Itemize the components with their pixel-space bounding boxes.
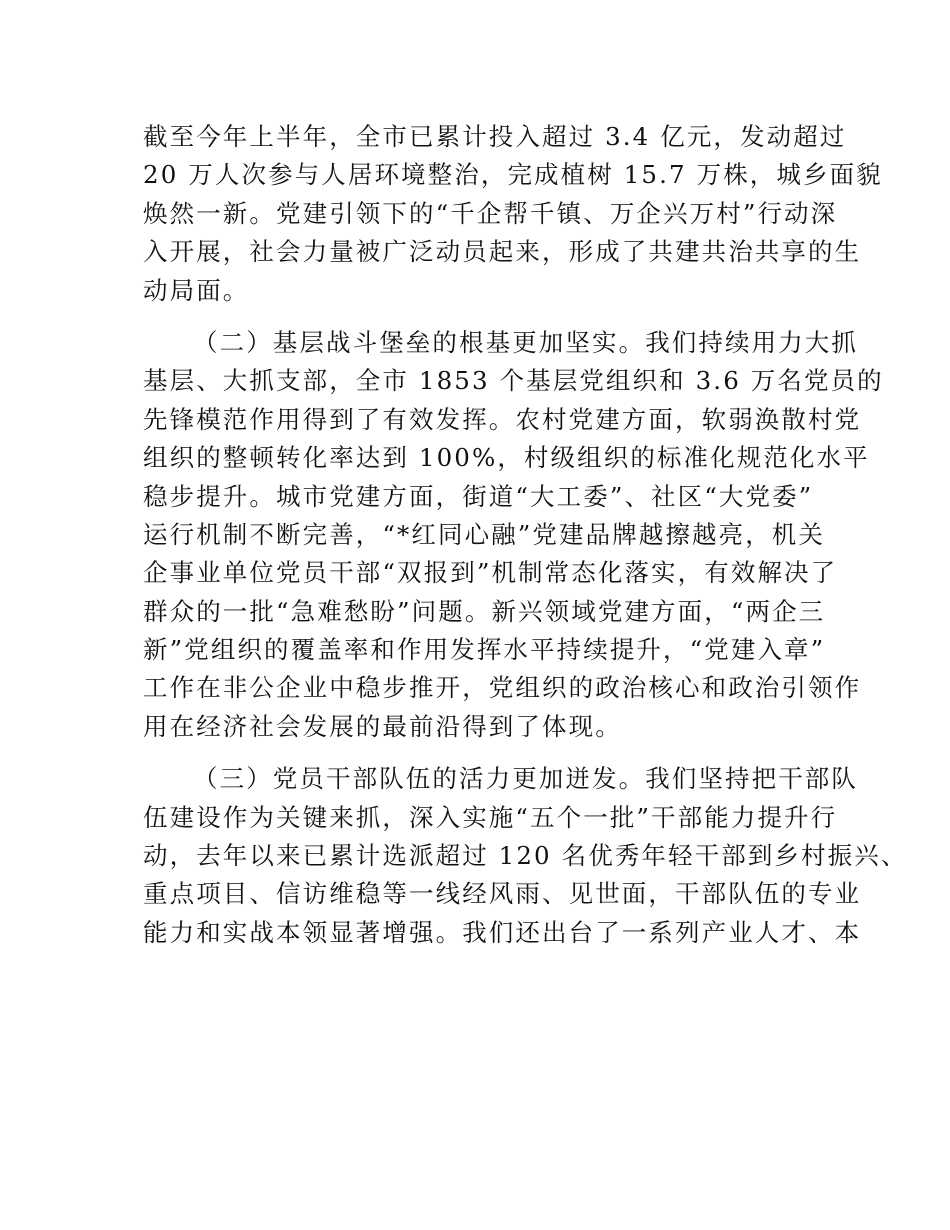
text-line: 工作在非公企业中稳步推开，党组织的政治核心和政治引领作	[143, 673, 862, 703]
text-line: （二）基层战斗堡垒的根基更加坚实。我们持续用力大抓	[193, 327, 858, 357]
text-line: 运行机制不断完善，“*红同心融”党建品牌越擦越亮，机关	[143, 519, 825, 549]
paragraph-3	[143, 760, 908, 952]
paragraph-2	[143, 324, 884, 746]
text-line: 基层、大抓支部，全市 1853 个基层党组织和 3.6 万名党员的	[143, 366, 884, 396]
text-line: 群众的一批“急难愁盼”问题。新兴领域党建方面，“两企三	[143, 596, 826, 626]
text-line: （三）党员干部队伍的活力更加迸发。我们坚持把干部队	[193, 764, 858, 794]
text-line: 稳步提升。城市党建方面，街道“大工委”、社区“大党委”	[143, 481, 814, 511]
paragraph-spacer	[143, 310, 813, 324]
text-line: 先锋模范作用得到了有效发挥。农村党建方面，软弱涣散村党	[143, 404, 862, 434]
paragraph-1	[143, 118, 883, 310]
document-body	[143, 118, 908, 952]
text-line: 动局面。	[143, 275, 250, 305]
paragraph-spacer	[143, 746, 813, 760]
text-line: 入开展，社会力量被广泛动员起来，形成了共建共治共享的生	[143, 237, 862, 267]
text-line: 组织的整顿转化率达到 100%，村级组织的标准化规范化水平	[143, 443, 870, 473]
text-line: 动，去年以来已累计选派超过 120 名优秀年轻干部到乡村振兴、	[143, 841, 908, 871]
text-line: 伍建设作为关键来抓，深入实施“五个一批”干部能力提升行	[143, 802, 838, 832]
text-line: 新”党组织的覆盖率和作用发挥水平持续提升，“党建入章”	[143, 635, 826, 665]
text-line: 焕然一新。党建引领下的“千企帮千镇、万企兴万村”行动深	[143, 198, 838, 228]
text-line: 能力和实战本领显著增强。我们还出台了一系列产业人才、本	[143, 917, 862, 947]
text-line: 企事业单位党员干部“双报到”机制常态化落实，有效解决了	[143, 558, 838, 588]
text-line: 截至今年上半年，全市已累计投入超过 3.4 亿元，发动超过	[143, 122, 847, 151]
text-line: 用在经济社会发展的最前沿得到了体现。	[143, 711, 622, 741]
text-line: 20 万人次参与人居环境整治，完成植树 15.7 万株，城乡面貌	[143, 160, 883, 190]
text-line: 重点项目、信访维稳等一线经风雨、见世面，干部队伍的专业	[143, 879, 862, 909]
